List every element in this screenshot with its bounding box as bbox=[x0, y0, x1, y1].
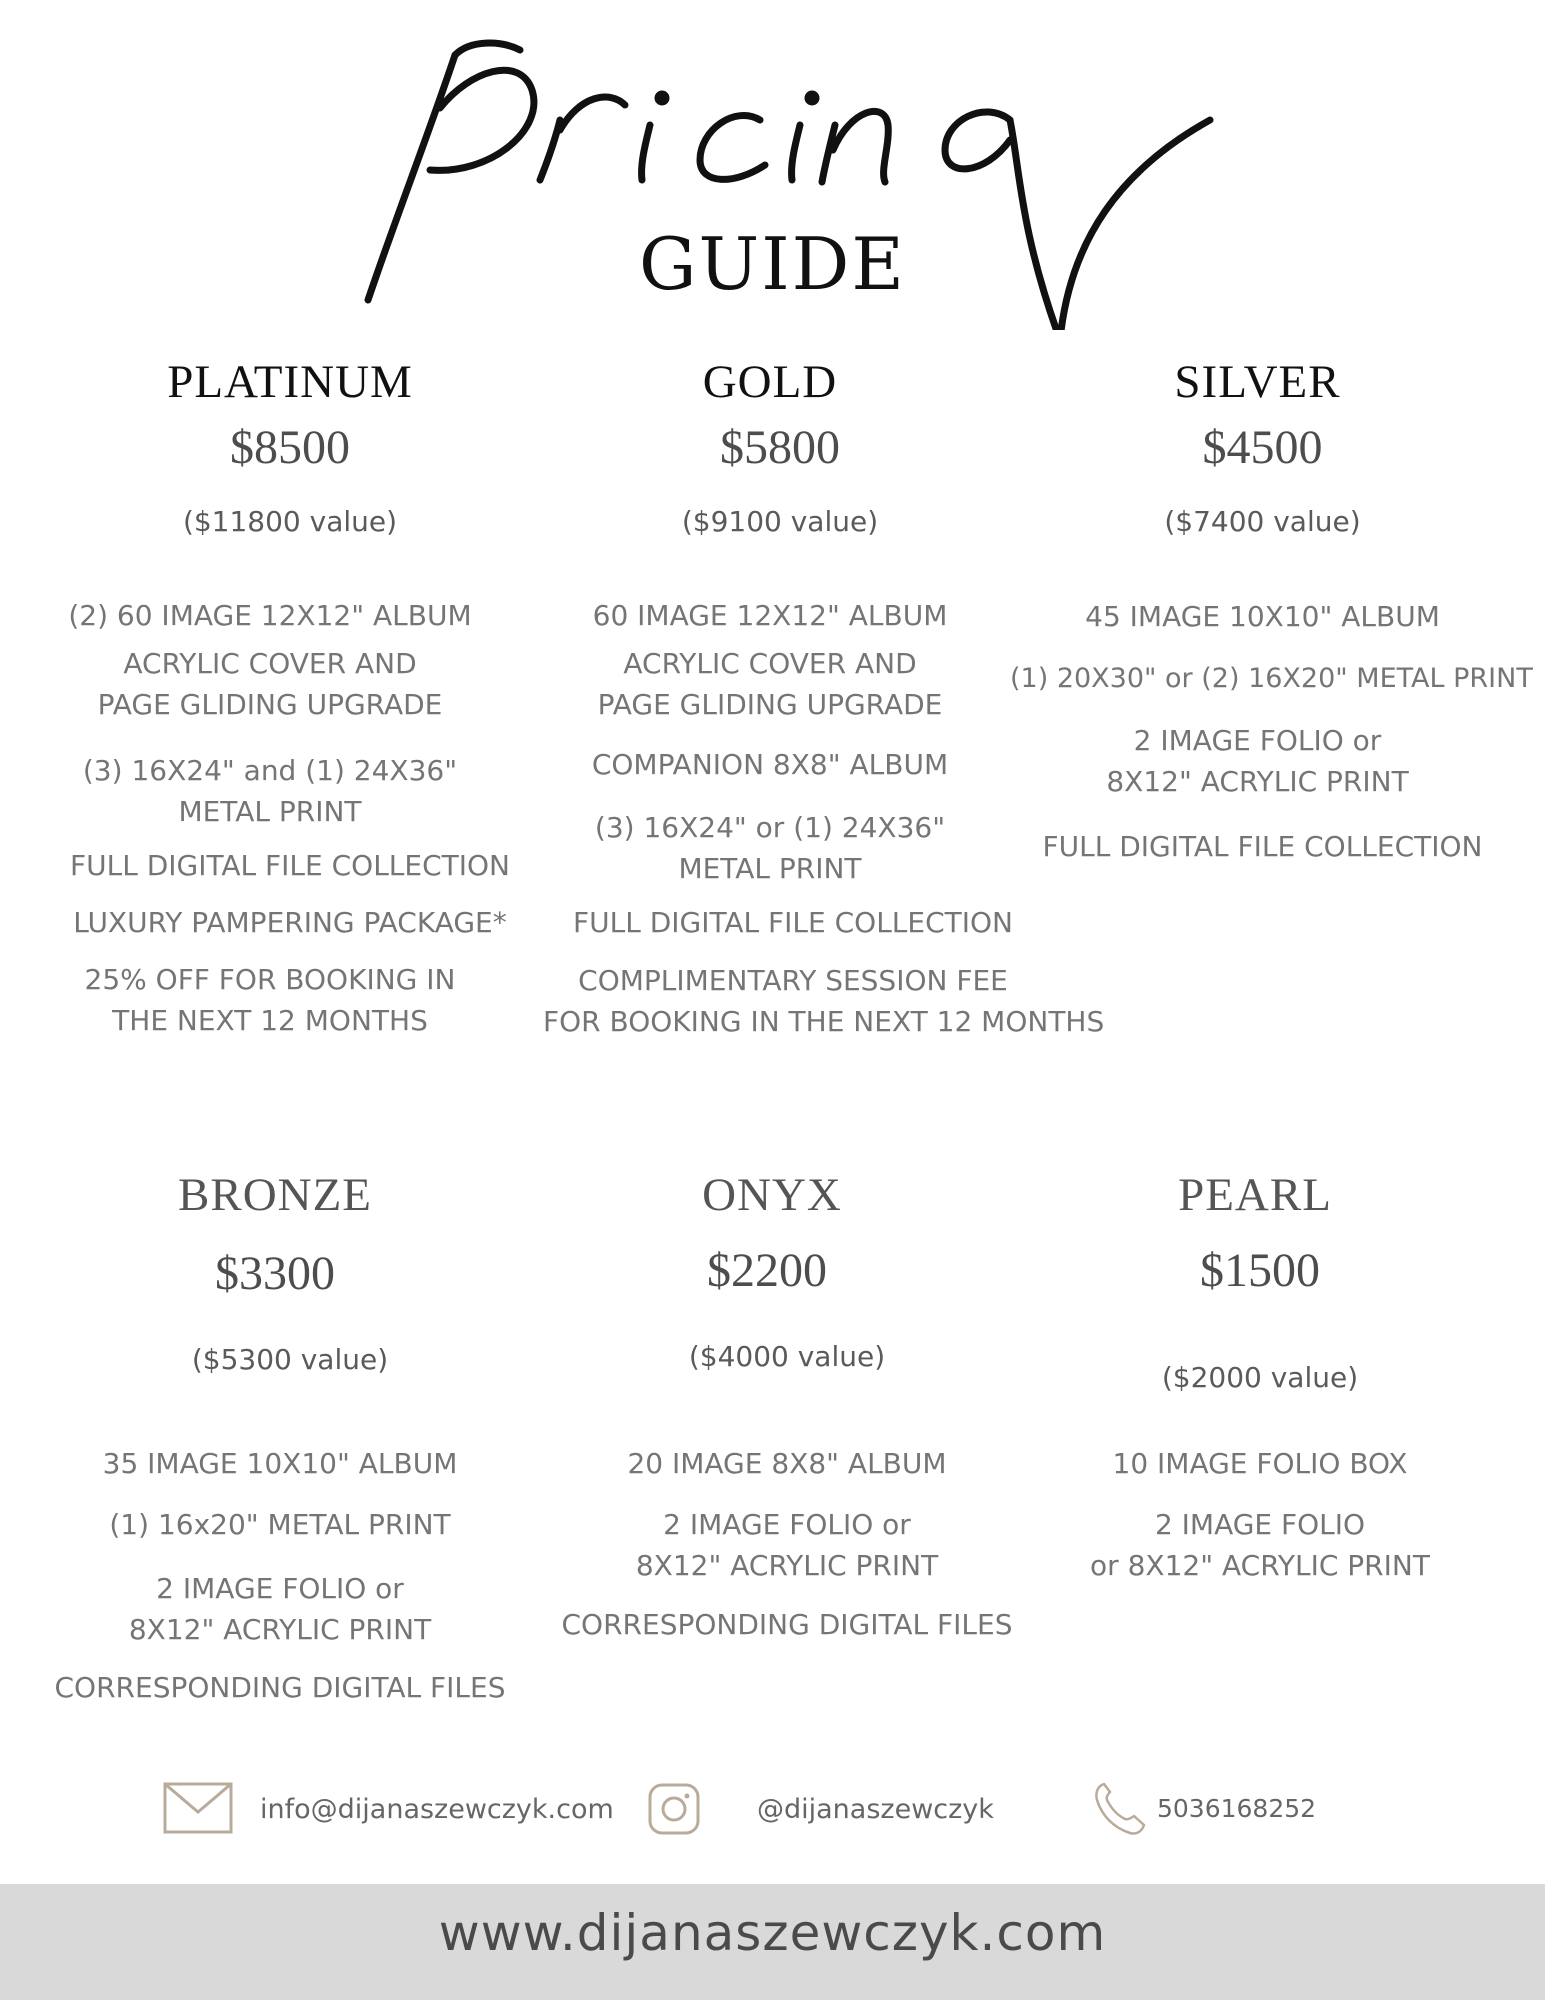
feature-line: (1) 16x20" METAL PRINT bbox=[109, 1508, 451, 1541]
package-value: ($5300 value) bbox=[191, 1343, 389, 1376]
feature-line: (3) 16X24" and (1) 24X36" bbox=[82, 754, 458, 787]
package-value: ($9100 value) bbox=[681, 505, 879, 538]
feature-line: CORRESPONDING DIGITAL FILES bbox=[54, 1671, 506, 1704]
package-onyx bbox=[540, 1168, 1040, 1648]
instagram-icon bbox=[647, 1782, 701, 1836]
feature-line: 2 IMAGE FOLIO or bbox=[1133, 724, 1382, 757]
feature-line: THE NEXT 12 MONTHS bbox=[112, 1004, 428, 1037]
package-bronze bbox=[30, 1168, 530, 1708]
feature-line: ACRYLIC COVER AND bbox=[123, 647, 417, 680]
feature-line: (1) 20X30" or (2) 16X20" METAL PRINT bbox=[1010, 663, 1533, 694]
package-gold bbox=[530, 355, 1105, 1055]
package-name: PLATINUM bbox=[167, 356, 413, 408]
package-price: $4500 bbox=[1202, 421, 1323, 474]
feature-line: COMPLIMENTARY SESSION FEE bbox=[578, 964, 1008, 997]
feature-line: (3) 16X24" or (1) 24X36" bbox=[594, 811, 946, 844]
package-name: PEARL bbox=[1178, 1169, 1332, 1221]
package-value: ($7400 value) bbox=[1164, 505, 1361, 538]
package-pearl bbox=[1035, 1168, 1535, 1588]
feature-line: 2 IMAGE FOLIO or bbox=[663, 1508, 911, 1541]
feature-line: FULL DIGITAL FILE COLLECTION bbox=[573, 906, 1013, 939]
package-silver bbox=[1010, 355, 1545, 875]
feature-line: METAL PRINT bbox=[178, 795, 362, 828]
feature-line: 60 IMAGE 12X12" ALBUM bbox=[592, 599, 948, 632]
package-price: $3300 bbox=[215, 1247, 335, 1300]
feature-line: FULL DIGITAL FILE COLLECTION bbox=[1042, 830, 1483, 863]
feature-line: FOR BOOKING IN THE NEXT 12 MONTHS bbox=[543, 1005, 1105, 1038]
package-name: BRONZE bbox=[178, 1169, 372, 1221]
package-price: $2200 bbox=[707, 1244, 827, 1297]
feature-line: 20 IMAGE 8X8" ALBUM bbox=[627, 1447, 947, 1480]
feature-line: FULL DIGITAL FILE COLLECTION bbox=[70, 849, 510, 882]
feature-line: METAL PRINT bbox=[678, 852, 862, 885]
email-link[interactable]: info@dijanaszewczyk.com bbox=[260, 1794, 614, 1825]
feature-line: 35 IMAGE 10X10" ALBUM bbox=[102, 1447, 458, 1480]
feature-line: CORRESPONDING DIGITAL FILES bbox=[561, 1608, 1013, 1641]
guide-subtitle: GUIDE bbox=[639, 222, 906, 306]
package-value: ($2000 value) bbox=[1161, 1361, 1359, 1394]
package-platinum bbox=[40, 355, 540, 1055]
feature-line: 2 IMAGE FOLIO bbox=[1154, 1508, 1366, 1541]
footer-band bbox=[0, 1884, 1545, 2000]
package-value: ($4000 value) bbox=[688, 1340, 886, 1373]
phone-icon bbox=[1092, 1780, 1146, 1836]
envelope-icon bbox=[163, 1782, 233, 1834]
feature-line: 2 IMAGE FOLIO or bbox=[156, 1572, 404, 1605]
website-link[interactable]: www.dijanaszewczyk.com bbox=[438, 1904, 1107, 1962]
feature-line: 8X12" ACRYLIC PRINT bbox=[635, 1549, 939, 1582]
feature-line: PAGE GLIDING UPGRADE bbox=[97, 688, 443, 721]
feature-line: (2) 60 IMAGE 12X12" ALBUM bbox=[68, 599, 472, 632]
feature-line: 25% OFF FOR BOOKING IN bbox=[84, 963, 456, 996]
package-price: $1500 bbox=[1200, 1244, 1320, 1297]
package-price: $8500 bbox=[230, 421, 350, 474]
feature-line: ACRYLIC COVER AND bbox=[623, 647, 917, 680]
package-name: SILVER bbox=[1174, 356, 1341, 408]
feature-line: or 8X12" ACRYLIC PRINT bbox=[1090, 1549, 1430, 1582]
feature-line: PAGE GLIDING UPGRADE bbox=[597, 688, 943, 721]
package-name: ONYX bbox=[702, 1169, 842, 1221]
package-name: GOLD bbox=[702, 356, 838, 408]
package-value: ($11800 value) bbox=[182, 505, 398, 538]
feature-line: COMPANION 8X8" ALBUM bbox=[591, 748, 949, 781]
feature-line: 45 IMAGE 10X10" ALBUM bbox=[1085, 600, 1440, 633]
instagram-handle[interactable]: @dijanaszewczyk bbox=[757, 1794, 994, 1825]
feature-line: 10 IMAGE FOLIO BOX bbox=[1112, 1447, 1408, 1480]
feature-line: 8X12" ACRYLIC PRINT bbox=[128, 1613, 432, 1646]
feature-line: 8X12" ACRYLIC PRINT bbox=[1106, 765, 1409, 798]
feature-line: LUXURY PAMPERING PACKAGE* bbox=[73, 906, 507, 939]
phone-number[interactable]: 5036168252 bbox=[1157, 1794, 1317, 1823]
package-price: $5800 bbox=[720, 421, 840, 474]
